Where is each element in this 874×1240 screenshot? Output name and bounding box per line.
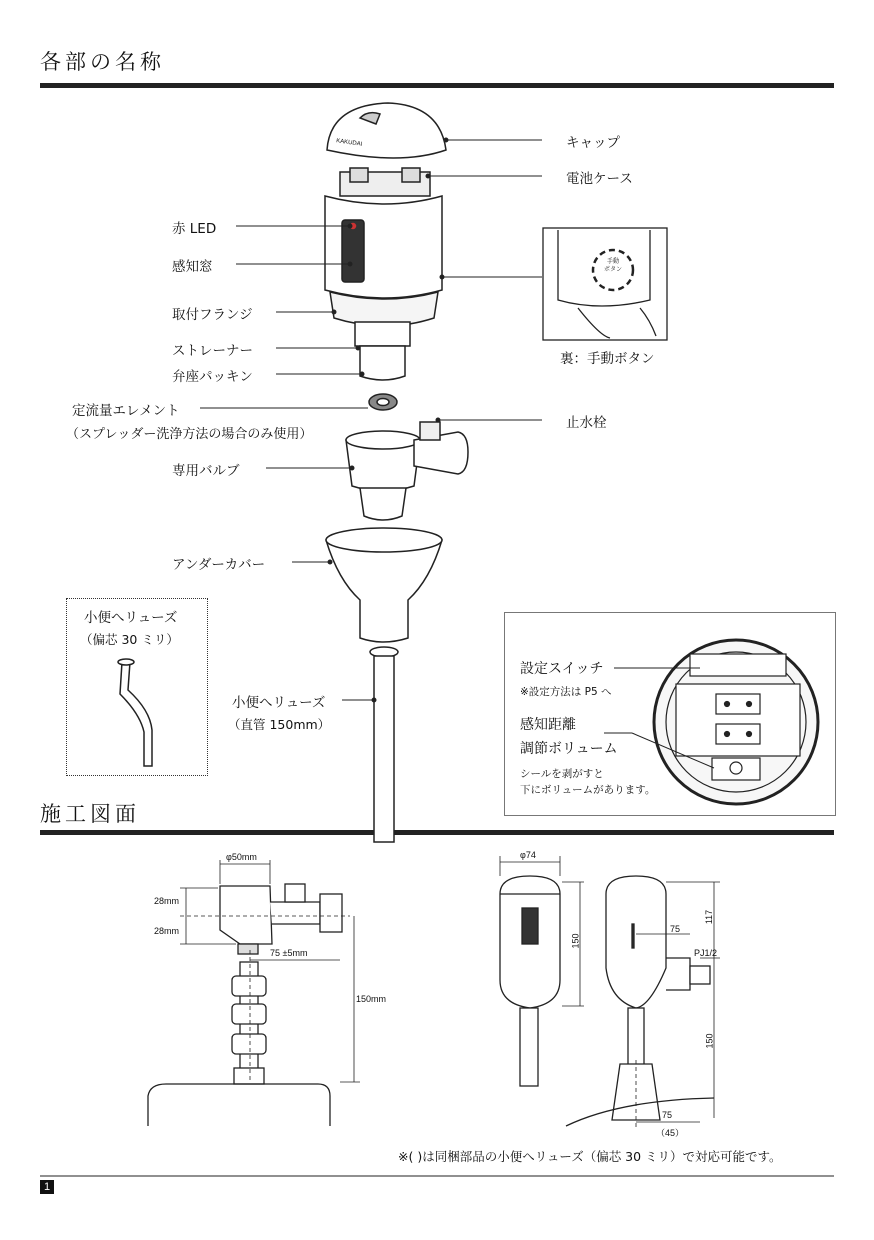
- settings-switch-note: ※設定方法は P5 へ: [520, 686, 612, 698]
- label-mount-flange: 取付フランジ: [172, 307, 253, 323]
- dim-h150: 150mm: [356, 994, 387, 1004]
- dim-h28a: 28mm: [154, 896, 180, 906]
- manual-mark-3: ボタン: [603, 266, 622, 273]
- label-strainer: ストレーナー: [172, 343, 253, 359]
- dim-w75b: 75: [670, 924, 681, 934]
- label-stop-valve: 止水栓: [566, 415, 607, 431]
- seal-note-1: シールを剥がすと: [520, 768, 604, 780]
- dim-pj: PJ1/2: [694, 948, 718, 958]
- dim-w45: （45）: [656, 1128, 685, 1138]
- label-manual-button: 裏：手動ボタン: [560, 351, 655, 367]
- label-dedicated-valve: 専用バルブ: [172, 463, 240, 479]
- manual-mark-1: 手: [606, 258, 613, 265]
- settings-switch-label: 設定スイッチ: [520, 661, 604, 677]
- distance-label-2: 調節ボリューム: [520, 741, 618, 757]
- label-under-cover: アンダーカバー: [172, 557, 266, 573]
- label-cap: キャップ: [566, 135, 620, 151]
- straight-pipe-title: 小便へリューズ: [232, 695, 326, 711]
- label-sensor-window: 感知窓: [172, 259, 213, 275]
- offset-pipe-note: （偏芯 30 ミリ）: [80, 632, 179, 647]
- dim-v150a: 150: [570, 933, 581, 949]
- label-red-led: 赤 LED: [172, 221, 217, 237]
- dim-w75c: 75: [662, 1110, 673, 1120]
- manual-mark-2: 動: [613, 258, 620, 265]
- dim-v117: 117: [704, 909, 715, 925]
- straight-pipe-note: （直管 150mm）: [228, 717, 331, 732]
- seal-note-2: 下にボリュームがあります。: [520, 784, 656, 796]
- label-valve-seat-packing: 弁座パッキン: [172, 369, 253, 385]
- section-title-install: 施工図面: [40, 802, 140, 826]
- footnote: ※( )は同梱部品の小便へリューズ（偏芯 30 ミリ）で対応可能です。: [398, 1149, 782, 1164]
- page-number: 1: [40, 1180, 54, 1194]
- section-title-parts: 各部の名称: [40, 50, 165, 74]
- dim-v150b: 150: [704, 1033, 715, 1049]
- brand-logo: KAKUDAI: [335, 138, 363, 148]
- label-battery-case: 電池ケース: [566, 171, 633, 187]
- manual-button-marks: [602, 258, 624, 274]
- dim-d50: φ50mm: [226, 852, 257, 862]
- label-flow-element-note: （スプレッダー洗浄方法の場合のみ使用）: [66, 427, 313, 442]
- dim-d74: φ74: [520, 850, 536, 860]
- offset-pipe-title: 小便へリューズ: [84, 610, 178, 626]
- distance-label-1: 感知距離: [520, 717, 576, 733]
- dim-w75: 75 ±5mm: [270, 948, 308, 958]
- label-flow-element: 定流量エレメント: [72, 403, 180, 419]
- dim-h28b: 28mm: [154, 926, 180, 936]
